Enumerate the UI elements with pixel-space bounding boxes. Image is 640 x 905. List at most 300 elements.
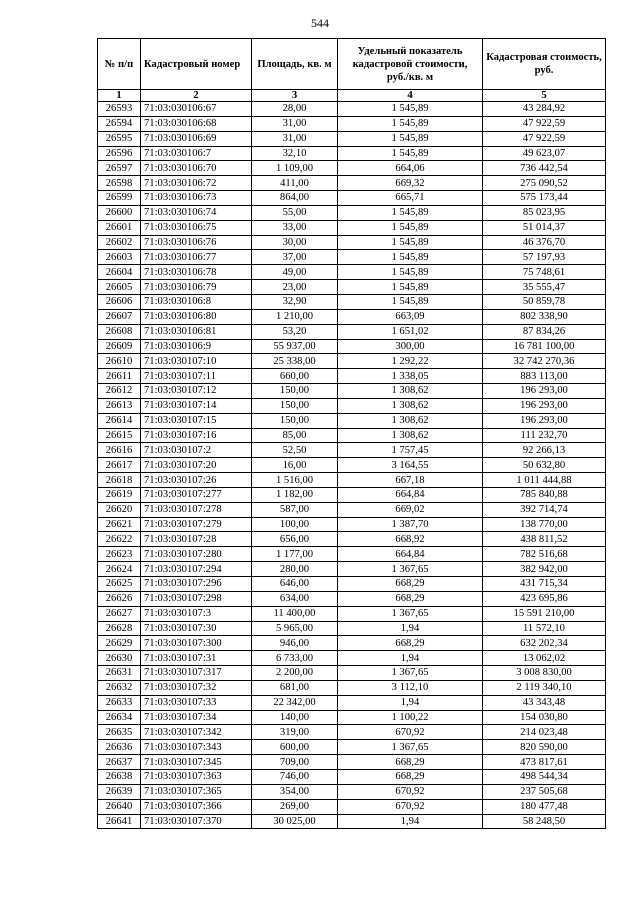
table-row — [98, 547, 606, 562]
cadastral-value-cell: 802 338,90 — [483, 309, 606, 324]
cadastral-number-cell: 71:03:030106:76 — [141, 235, 252, 250]
table-row — [98, 799, 606, 814]
cadastral-number-cell: 71:03:030107:300 — [141, 636, 252, 651]
cadastral-value-cell: 1 011 444,88 — [483, 473, 606, 488]
area-cell: 30 025,00 — [252, 814, 338, 829]
specific-value-cell: 668,29 — [338, 636, 483, 651]
cadastral-number-cell: 71:03:030106:73 — [141, 191, 252, 206]
cadastral-number-cell: 71:03:030107:16 — [141, 428, 252, 443]
cadastral-value-cell: 196 293,00 — [483, 398, 606, 413]
specific-value-cell: 1 545,89 — [338, 116, 483, 131]
cadastral-value-cell: 16 781 100,00 — [483, 339, 606, 354]
row-number-cell: 26627 — [98, 606, 141, 621]
cadastral-value-cell: 473 817,61 — [483, 755, 606, 770]
row-number-cell: 26609 — [98, 339, 141, 354]
cadastral-number-cell: 71:03:030107:298 — [141, 591, 252, 606]
area-cell: 37,00 — [252, 250, 338, 265]
row-number-cell: 26623 — [98, 547, 141, 562]
row-number-cell: 26600 — [98, 205, 141, 220]
table-header-row — [98, 39, 606, 90]
table-row — [98, 161, 606, 176]
specific-value-cell: 664,84 — [338, 487, 483, 502]
area-cell: 709,00 — [252, 755, 338, 770]
area-cell: 354,00 — [252, 784, 338, 799]
specific-value-cell: 1 545,89 — [338, 250, 483, 265]
cadastral-value-cell: 57 197,93 — [483, 250, 606, 265]
specific-value-cell: 1 387,70 — [338, 517, 483, 532]
specific-value-cell: 1 308,62 — [338, 384, 483, 399]
cadastral-value-cell: 498 544,34 — [483, 769, 606, 784]
cadastral-number-cell: 71:03:030107:31 — [141, 651, 252, 666]
column-number: 5 — [483, 90, 606, 102]
specific-value-cell: 1 545,89 — [338, 205, 483, 220]
specific-value-cell: 668,29 — [338, 769, 483, 784]
specific-value-cell: 1 651,02 — [338, 324, 483, 339]
cadastral-number-cell: 71:03:030107:2 — [141, 443, 252, 458]
table-row — [98, 116, 606, 131]
table-row — [98, 784, 606, 799]
cadastral-number-cell: 71:03:030107:345 — [141, 755, 252, 770]
cadastral-value-cell: 47 922,59 — [483, 131, 606, 146]
table-row — [98, 606, 606, 621]
cadastral-number-cell: 71:03:030107:279 — [141, 517, 252, 532]
row-number-cell: 26625 — [98, 577, 141, 592]
cadastral-number-cell: 71:03:030106:69 — [141, 131, 252, 146]
table-row — [98, 102, 606, 117]
area-cell: 52,50 — [252, 443, 338, 458]
table-row — [98, 710, 606, 725]
table-row — [98, 532, 606, 547]
row-number-cell: 26606 — [98, 294, 141, 309]
cadastral-value-cell: 11 572,10 — [483, 621, 606, 636]
row-number-cell: 26607 — [98, 309, 141, 324]
specific-value-cell: 1 757,45 — [338, 443, 483, 458]
row-number-cell: 26599 — [98, 191, 141, 206]
cadastral-number-cell: 71:03:030107:10 — [141, 354, 252, 369]
area-cell: 681,00 — [252, 680, 338, 695]
specific-value-cell: 1,94 — [338, 651, 483, 666]
cadastral-value-cell: 47 922,59 — [483, 116, 606, 131]
specific-value-cell: 669,02 — [338, 502, 483, 517]
area-cell: 55,00 — [252, 205, 338, 220]
cadastral-number-cell: 71:03:030107:3 — [141, 606, 252, 621]
area-cell: 140,00 — [252, 710, 338, 725]
row-number-cell: 26597 — [98, 161, 141, 176]
specific-value-cell: 667,18 — [338, 473, 483, 488]
area-cell: 33,00 — [252, 220, 338, 235]
cadastral-value-cell: 111 232,70 — [483, 428, 606, 443]
column-number-row — [98, 90, 606, 102]
table-row — [98, 473, 606, 488]
specific-value-cell: 3 112,10 — [338, 680, 483, 695]
cadastral-value-cell: 382 942,00 — [483, 562, 606, 577]
row-number-cell: 26621 — [98, 517, 141, 532]
cadastral-number-cell: 71:03:030106:81 — [141, 324, 252, 339]
cadastral-value-cell: 237 505,68 — [483, 784, 606, 799]
table-row — [98, 666, 606, 681]
row-number-cell: 26624 — [98, 562, 141, 577]
specific-value-cell: 1 545,89 — [338, 102, 483, 117]
table-row — [98, 740, 606, 755]
specific-value-cell: 1,94 — [338, 814, 483, 829]
area-cell: 411,00 — [252, 176, 338, 191]
row-number-cell: 26596 — [98, 146, 141, 161]
cadastral-value-cell: 92 266,13 — [483, 443, 606, 458]
table-row — [98, 651, 606, 666]
area-cell: 1 210,00 — [252, 309, 338, 324]
cadastral-value-cell: 883 113,00 — [483, 369, 606, 384]
area-cell: 1 516,00 — [252, 473, 338, 488]
table-row — [98, 176, 606, 191]
row-number-cell: 26619 — [98, 487, 141, 502]
cadastral-number-cell: 71:03:030107:14 — [141, 398, 252, 413]
page-number: 544 — [311, 16, 329, 30]
row-number-cell: 26602 — [98, 235, 141, 250]
area-cell: 150,00 — [252, 413, 338, 428]
table-row — [98, 814, 606, 829]
specific-value-cell: 1 367,65 — [338, 606, 483, 621]
area-cell: 28,00 — [252, 102, 338, 117]
area-cell: 5 965,00 — [252, 621, 338, 636]
area-cell: 646,00 — [252, 577, 338, 592]
area-cell: 22 342,00 — [252, 695, 338, 710]
table-row — [98, 369, 606, 384]
specific-value-cell: 664,84 — [338, 547, 483, 562]
cadastral-number-cell: 71:03:030106:80 — [141, 309, 252, 324]
cadastral-number-cell: 71:03:030107:30 — [141, 621, 252, 636]
cadastral-number-cell: 71:03:030106:74 — [141, 205, 252, 220]
table-row — [98, 577, 606, 592]
cadastral-number-cell: 71:03:030107:366 — [141, 799, 252, 814]
row-number-cell: 26605 — [98, 280, 141, 295]
cadastral-number-cell: 71:03:030107:365 — [141, 784, 252, 799]
cadastral-value-cell: 35 555,47 — [483, 280, 606, 295]
specific-value-cell: 668,29 — [338, 591, 483, 606]
row-number-cell: 26604 — [98, 265, 141, 280]
cadastral-number-cell: 71:03:030106:70 — [141, 161, 252, 176]
row-number-cell: 26601 — [98, 220, 141, 235]
cadastral-number-cell: 71:03:030107:294 — [141, 562, 252, 577]
area-cell: 1 109,00 — [252, 161, 338, 176]
area-cell: 1 182,00 — [252, 487, 338, 502]
table-row — [98, 769, 606, 784]
specific-value-cell: 1 545,89 — [338, 220, 483, 235]
specific-value-cell: 1 308,62 — [338, 413, 483, 428]
cadastral-number-cell: 71:03:030106:77 — [141, 250, 252, 265]
row-number-cell: 26639 — [98, 784, 141, 799]
table-row — [98, 294, 606, 309]
row-number-cell: 26613 — [98, 398, 141, 413]
cadastral-number-cell: 71:03:030107:296 — [141, 577, 252, 592]
area-cell: 269,00 — [252, 799, 338, 814]
cadastral-number-cell: 71:03:030107:343 — [141, 740, 252, 755]
table-row — [98, 235, 606, 250]
area-cell: 150,00 — [252, 398, 338, 413]
specific-value-cell: 665,71 — [338, 191, 483, 206]
specific-value-cell: 1 292,22 — [338, 354, 483, 369]
row-number-cell: 26610 — [98, 354, 141, 369]
specific-value-cell: 663,09 — [338, 309, 483, 324]
cadastral-number-cell: 71:03:030107:11 — [141, 369, 252, 384]
table-row — [98, 636, 606, 651]
area-cell: 31,00 — [252, 116, 338, 131]
area-cell: 864,00 — [252, 191, 338, 206]
cadastral-value-cell: 13 062,02 — [483, 651, 606, 666]
cadastral-value-cell: 50 859,78 — [483, 294, 606, 309]
area-cell: 150,00 — [252, 384, 338, 399]
specific-value-cell: 1 545,89 — [338, 146, 483, 161]
cadastral-value-cell: 820 590,00 — [483, 740, 606, 755]
cadastral-number-cell: 71:03:030107:34 — [141, 710, 252, 725]
row-number-cell: 26603 — [98, 250, 141, 265]
area-cell: 31,00 — [252, 131, 338, 146]
cadastral-number-cell: 71:03:030107:278 — [141, 502, 252, 517]
specific-value-cell: 1 545,89 — [338, 294, 483, 309]
cadastral-value-cell: 154 030,80 — [483, 710, 606, 725]
cadastral-value-cell: 785 840,88 — [483, 487, 606, 502]
cadastral-value-cell: 85 023,95 — [483, 205, 606, 220]
row-number-cell: 26614 — [98, 413, 141, 428]
cadastral-number-cell: 71:03:030106:8 — [141, 294, 252, 309]
area-cell: 587,00 — [252, 502, 338, 517]
cadastral-number-cell: 71:03:030106:75 — [141, 220, 252, 235]
cadastral-value-cell: 632 202,34 — [483, 636, 606, 651]
row-number-cell: 26629 — [98, 636, 141, 651]
cadastral-value-cell: 43 343,48 — [483, 695, 606, 710]
table-row — [98, 413, 606, 428]
cadastral-value-cell: 50 632,80 — [483, 458, 606, 473]
table-row — [98, 324, 606, 339]
table-row — [98, 458, 606, 473]
cadastral-value-cell: 736 442,54 — [483, 161, 606, 176]
table-row — [98, 309, 606, 324]
row-number-cell: 26595 — [98, 131, 141, 146]
area-cell: 25 338,00 — [252, 354, 338, 369]
cadastral-value-cell: 423 695,86 — [483, 591, 606, 606]
specific-value-cell: 670,92 — [338, 725, 483, 740]
cadastral-value-cell: 3 008 830,00 — [483, 666, 606, 681]
specific-value-cell: 664,06 — [338, 161, 483, 176]
row-number-cell: 26611 — [98, 369, 141, 384]
cadastral-number-cell: 71:03:030107:32 — [141, 680, 252, 695]
row-number-cell: 26637 — [98, 755, 141, 770]
area-cell: 30,00 — [252, 235, 338, 250]
header-row-number: № п/п — [98, 39, 141, 90]
specific-value-cell: 300,00 — [338, 339, 483, 354]
specific-value-cell: 668,29 — [338, 577, 483, 592]
specific-value-cell: 1 308,62 — [338, 428, 483, 443]
cadastral-number-cell: 71:03:030107:20 — [141, 458, 252, 473]
area-cell: 634,00 — [252, 591, 338, 606]
row-number-cell: 26594 — [98, 116, 141, 131]
specific-value-cell: 3 164,55 — [338, 458, 483, 473]
row-number-cell: 26631 — [98, 666, 141, 681]
table-row — [98, 205, 606, 220]
table-body — [98, 102, 606, 829]
cadastral-number-cell: 71:03:030107:15 — [141, 413, 252, 428]
table-row — [98, 265, 606, 280]
row-number-cell: 26615 — [98, 428, 141, 443]
cadastral-value-cell: 438 811,52 — [483, 532, 606, 547]
specific-value-cell: 1 100,22 — [338, 710, 483, 725]
table-row — [98, 428, 606, 443]
table-row — [98, 220, 606, 235]
row-number-cell: 26626 — [98, 591, 141, 606]
cadastral-number-cell: 71:03:030107:363 — [141, 769, 252, 784]
area-cell: 946,00 — [252, 636, 338, 651]
table-row — [98, 680, 606, 695]
table-row — [98, 591, 606, 606]
area-cell: 55 937,00 — [252, 339, 338, 354]
cadastral-number-cell: 71:03:030106:79 — [141, 280, 252, 295]
cadastral-value-cell: 75 748,61 — [483, 265, 606, 280]
table-row — [98, 250, 606, 265]
table-row — [98, 398, 606, 413]
specific-value-cell: 1 545,89 — [338, 131, 483, 146]
row-number-cell: 26628 — [98, 621, 141, 636]
cadastral-value-cell: 196 293,00 — [483, 413, 606, 428]
table-row — [98, 502, 606, 517]
specific-value-cell: 670,92 — [338, 799, 483, 814]
specific-value-cell: 1 545,89 — [338, 265, 483, 280]
cadastral-value-cell: 431 715,34 — [483, 577, 606, 592]
cadastral-number-cell: 71:03:030107:12 — [141, 384, 252, 399]
specific-value-cell: 1 367,65 — [338, 740, 483, 755]
specific-value-cell: 668,29 — [338, 755, 483, 770]
row-number-cell: 26641 — [98, 814, 141, 829]
specific-value-cell: 1 545,89 — [338, 235, 483, 250]
cadastral-number-cell: 71:03:030106:67 — [141, 102, 252, 117]
table-row — [98, 280, 606, 295]
row-number-cell: 26630 — [98, 651, 141, 666]
specific-value-cell: 1 308,62 — [338, 398, 483, 413]
specific-value-cell: 1 338,05 — [338, 369, 483, 384]
area-cell: 746,00 — [252, 769, 338, 784]
area-cell: 11 400,00 — [252, 606, 338, 621]
specific-value-cell: 668,92 — [338, 532, 483, 547]
area-cell: 32,90 — [252, 294, 338, 309]
cadastral-number-cell: 71:03:030107:33 — [141, 695, 252, 710]
area-cell: 2 200,00 — [252, 666, 338, 681]
table-row — [98, 695, 606, 710]
cadastral-number-cell: 71:03:030106:9 — [141, 339, 252, 354]
table-row — [98, 384, 606, 399]
cadastral-number-cell: 71:03:030106:72 — [141, 176, 252, 191]
cadastral-value-cell: 214 023,48 — [483, 725, 606, 740]
area-cell: 100,00 — [252, 517, 338, 532]
row-number-cell: 26634 — [98, 710, 141, 725]
area-cell: 16,00 — [252, 458, 338, 473]
cadastral-value-cell: 15 591 210,00 — [483, 606, 606, 621]
row-number-cell: 26632 — [98, 680, 141, 695]
header-specific-value: Удельный показатель кадастровой стоимости, руб./кв. м — [338, 39, 483, 90]
specific-value-cell: 670,92 — [338, 784, 483, 799]
area-cell: 660,00 — [252, 369, 338, 384]
cadastral-value-cell: 196 293,00 — [483, 384, 606, 399]
row-number-cell: 26608 — [98, 324, 141, 339]
cadastral-value-cell: 275 090,52 — [483, 176, 606, 191]
area-cell: 6 733,00 — [252, 651, 338, 666]
cadastral-value-cell: 43 284,92 — [483, 102, 606, 117]
cadastral-number-cell: 71:03:030107:342 — [141, 725, 252, 740]
header-cadastral-number: Кадастровый номер — [141, 39, 252, 90]
header-cadastral-value: Кадастровая стоимость, руб. — [483, 39, 606, 90]
row-number-cell: 26636 — [98, 740, 141, 755]
area-cell: 319,00 — [252, 725, 338, 740]
cadastral-value-cell: 51 014,37 — [483, 220, 606, 235]
specific-value-cell: 1 367,65 — [338, 562, 483, 577]
cadastral-number-cell: 71:03:030107:370 — [141, 814, 252, 829]
row-number-cell: 26618 — [98, 473, 141, 488]
cadastral-value-cell: 87 834,26 — [483, 324, 606, 339]
table-row — [98, 146, 606, 161]
cadastral-value-cell: 58 248,50 — [483, 814, 606, 829]
table-row — [98, 517, 606, 532]
row-number-cell: 26633 — [98, 695, 141, 710]
area-cell: 656,00 — [252, 532, 338, 547]
row-number-cell: 26617 — [98, 458, 141, 473]
table-row — [98, 354, 606, 369]
cadastral-value-cell: 392 714,74 — [483, 502, 606, 517]
column-number: 4 — [338, 90, 483, 102]
specific-value-cell: 1,94 — [338, 695, 483, 710]
area-cell: 600,00 — [252, 740, 338, 755]
table-row — [98, 725, 606, 740]
row-number-cell: 26635 — [98, 725, 141, 740]
row-number-cell: 26598 — [98, 176, 141, 191]
specific-value-cell: 1 545,89 — [338, 280, 483, 295]
specific-value-cell: 1,94 — [338, 621, 483, 636]
cadastral-number-cell: 71:03:030106:78 — [141, 265, 252, 280]
table-row — [98, 443, 606, 458]
row-number-cell: 26616 — [98, 443, 141, 458]
cadastral-number-cell: 71:03:030107:277 — [141, 487, 252, 502]
table-row — [98, 339, 606, 354]
specific-value-cell: 669,32 — [338, 176, 483, 191]
area-cell: 53,20 — [252, 324, 338, 339]
table-row — [98, 487, 606, 502]
area-cell: 23,00 — [252, 280, 338, 295]
cadastral-number-cell: 71:03:030106:7 — [141, 146, 252, 161]
cadastral-table — [97, 38, 606, 829]
area-cell: 1 177,00 — [252, 547, 338, 562]
column-number: 3 — [252, 90, 338, 102]
cadastral-number-cell: 71:03:030107:28 — [141, 532, 252, 547]
cadastral-number-cell: 71:03:030106:68 — [141, 116, 252, 131]
table-row — [98, 755, 606, 770]
cadastral-value-cell: 46 376,70 — [483, 235, 606, 250]
table-row — [98, 191, 606, 206]
cadastral-value-cell: 138 770,00 — [483, 517, 606, 532]
cadastral-value-cell: 49 623,07 — [483, 146, 606, 161]
area-cell: 49,00 — [252, 265, 338, 280]
row-number-cell: 26640 — [98, 799, 141, 814]
area-cell: 32,10 — [252, 146, 338, 161]
column-number: 1 — [98, 90, 141, 102]
table-row — [98, 562, 606, 577]
row-number-cell: 26620 — [98, 502, 141, 517]
cadastral-value-cell: 2 119 340,10 — [483, 680, 606, 695]
area-cell: 280,00 — [252, 562, 338, 577]
cadastral-value-cell: 32 742 270,36 — [483, 354, 606, 369]
row-number-cell: 26638 — [98, 769, 141, 784]
column-number: 2 — [141, 90, 252, 102]
area-cell: 85,00 — [252, 428, 338, 443]
header-area: Площадь, кв. м — [252, 39, 338, 90]
cadastral-number-cell: 71:03:030107:317 — [141, 666, 252, 681]
row-number-cell: 26622 — [98, 532, 141, 547]
table-row — [98, 621, 606, 636]
